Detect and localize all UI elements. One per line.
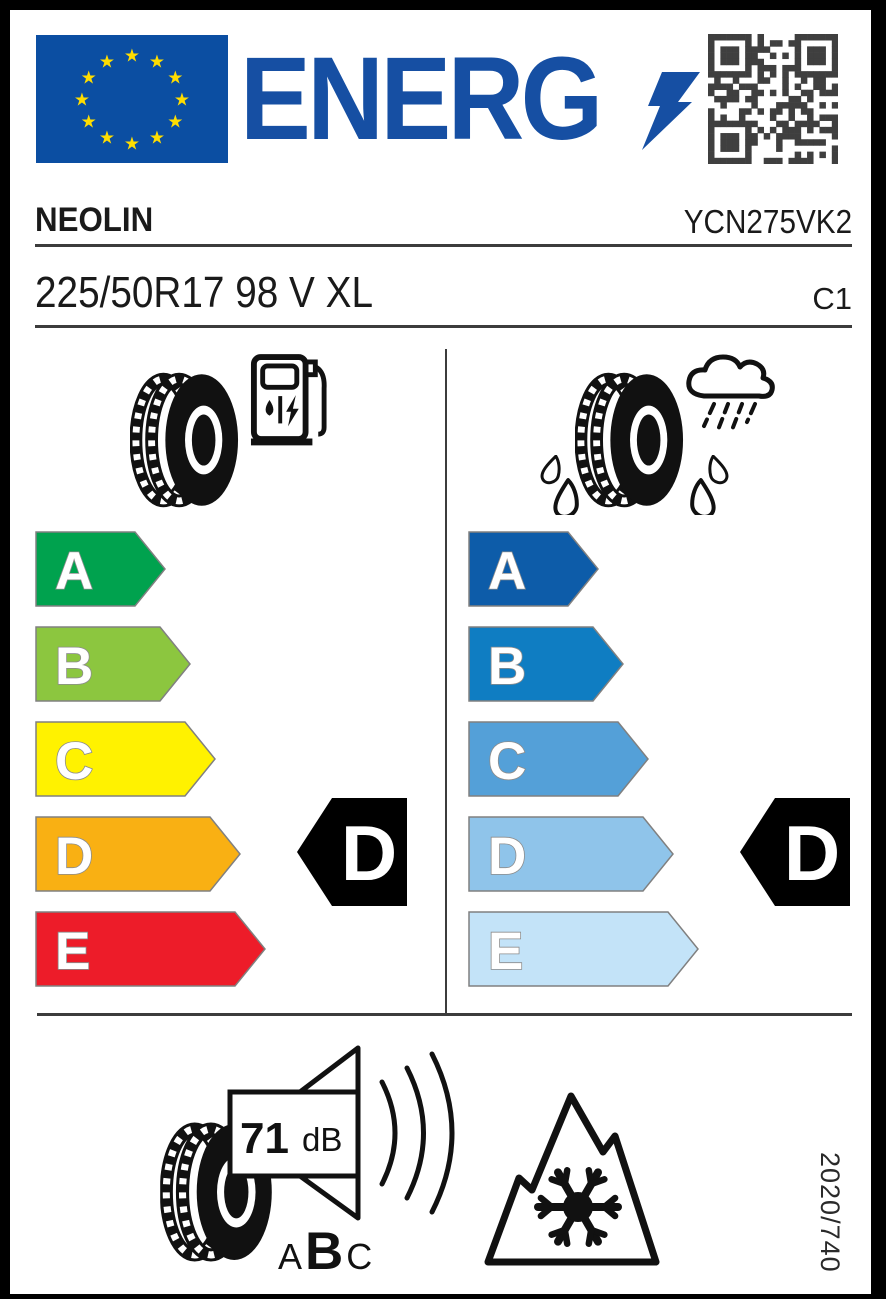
regulation-number: 2020/740 [815,1152,845,1273]
noise-class-b-selected: B [305,1222,344,1281]
noise-decibel-unit: dB [302,1121,343,1158]
tire-fuel-icon [130,372,240,508]
energy-logo-text: ENERG [240,33,600,165]
wet-grip-scale [468,531,708,987]
fuel-pump-icon [250,350,328,450]
grade-letter: A [55,542,94,601]
grade-letter: B [55,637,94,696]
grade-letter: E [55,922,91,981]
splash-left-icon [536,455,601,515]
lightning-bolt-icon [642,72,700,150]
eu-star-icon: ★ [148,51,166,72]
fuel-efficiency-rating-letter: D [340,809,398,897]
qr-code [708,34,838,164]
grade-letter: C [488,732,527,791]
tire-designation: 225/50R17 98 V XL [35,268,373,317]
eu-star-icon: ★ [98,51,116,72]
eu-star-icon: ★ [167,111,184,132]
grade-letter: A [488,542,527,601]
splash-right-icon [668,455,733,515]
eu-star-icon: ★ [123,45,141,66]
noise-class-a: A [278,1236,303,1277]
grade-letter: B [488,637,527,696]
tire-class-wrap [812,281,852,317]
center-divider [445,349,447,1014]
eu-star-icon: ★ [148,127,166,148]
header-divider-line-1 [35,244,852,247]
type-identifier-wrap [665,203,852,241]
noise-class-c: C [346,1236,373,1277]
grade-letter: D [488,827,527,886]
eu-star-icon: ★ [167,67,184,88]
noise-decibel-value: 71 [240,1114,289,1163]
tire-class: C1 [812,281,852,316]
type-identifier: YCN275VK2 [683,203,852,240]
eu-star-icon: ★ [80,111,97,132]
fuel-efficiency-rating-indicator [295,795,409,909]
noise-class-scale [278,1221,372,1282]
noise-speaker-icon [222,1040,462,1230]
wet-grip-rating-letter: D [783,809,841,897]
wet-grip-rating-indicator [738,795,852,909]
eu-star-icon: ★ [98,127,116,148]
eu-star-icon: ★ [173,89,191,110]
fuel-efficiency-scale [35,531,275,987]
grade-letter: C [55,732,94,791]
brand-name: NEOLIN [35,201,154,239]
bottom-divider-line [37,1013,852,1016]
snow-grip-3pmsf-icon [483,1088,663,1268]
eu-star-icon: ★ [123,133,141,154]
eu-flag-icon [36,35,228,163]
header-divider-line-2 [35,325,852,328]
eu-star-icon: ★ [80,67,97,88]
sound-wave-arcs [382,1054,452,1212]
rain-cloud-icon [680,346,782,444]
rain-lines [704,404,755,430]
grade-letter: E [488,922,524,981]
grade-letter: D [55,827,94,886]
eu-star-icon: ★ [73,89,91,110]
